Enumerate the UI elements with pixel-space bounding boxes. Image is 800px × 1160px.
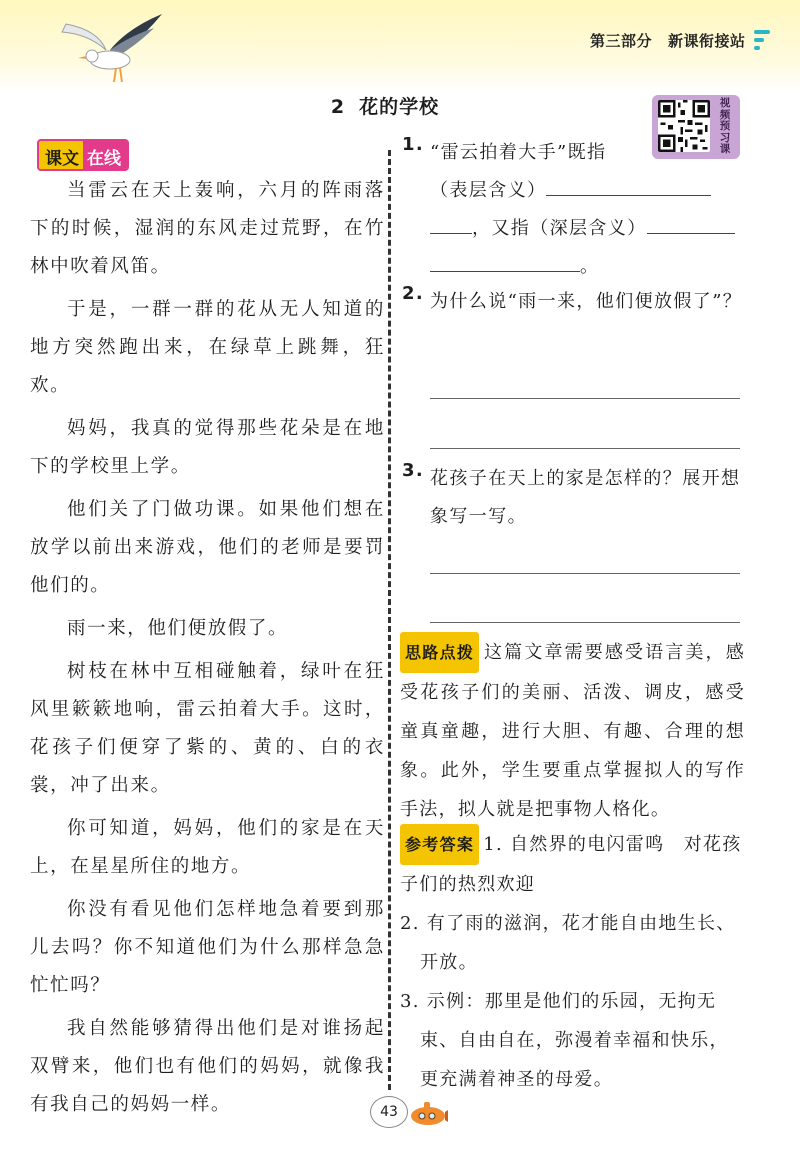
- section-name: 新课衔接站: [668, 32, 746, 50]
- answer-blank[interactable]: [546, 173, 711, 196]
- lesson-number: 2: [330, 96, 346, 118]
- passage-paragraph: 当雷云在天上轰响，六月的阵雨落下的时候，湿润的东风走过荒野，在竹林中吹着风笛。: [30, 180, 385, 277]
- column-divider: [388, 150, 391, 1090]
- question-number: 1.: [402, 134, 425, 155]
- page-number: 43: [370, 1096, 408, 1128]
- section-label: [590, 30, 746, 51]
- passage-paragraph: 树枝在林中互相碰触着，绿叶在狂风里簌簌地响，雷云拍着大手。这时，花孩子们便穿了紫的、黄的、白的衣裳，冲了出来。: [30, 661, 385, 796]
- passage-paragraph: 你可知道，妈妈，他们的家是在天上，在星星所住的地方。: [30, 818, 385, 877]
- tip-box: [400, 632, 745, 829]
- lesson-title-text: 花的学校: [359, 96, 440, 118]
- answer-line[interactable]: [430, 448, 740, 449]
- answer-blank[interactable]: [647, 211, 735, 234]
- question-text: ，又指（深层含义）: [472, 218, 647, 239]
- answer-blank[interactable]: [430, 249, 580, 272]
- passage-paragraph: 你没有看见他们怎样地急着要到那儿去吗？你不知道他们为什么那样急急忙忙吗？: [30, 899, 385, 996]
- question-text: 。: [580, 256, 600, 277]
- passage-paragraph: 他们关了门做功课。如果他们想在放学以前出来游戏，他们的老师是要罚他们的。: [30, 499, 385, 596]
- question-text: 为什么说“雨一来，他们便放假了”？: [430, 291, 743, 312]
- seagull-illustration: [58, 10, 168, 90]
- answer-line[interactable]: [430, 622, 740, 623]
- answer-blank[interactable]: [430, 211, 472, 234]
- tip-label: 思路点拨: [400, 632, 479, 673]
- header-stripes-icon: [754, 30, 770, 58]
- question-1: [402, 134, 747, 286]
- badge-left: 课文: [45, 149, 79, 169]
- question-3: [402, 460, 747, 536]
- passage-text: [30, 172, 385, 1129]
- answers-label: 参考答案: [400, 824, 479, 865]
- question-number: 2.: [402, 283, 425, 304]
- passage-paragraph: 我自然能够猜得出他们是对谁扬起双臂来，他们也有他们的妈妈，就像我有我自己的妈妈一样。: [30, 1018, 385, 1115]
- part-label: 第三部分: [590, 32, 653, 50]
- passage-paragraph: 妈妈，我真的觉得那些花朵是在地下的学校里上学。: [30, 418, 385, 477]
- answer-item: 2. 有了雨的滋润，花才能自由地生长、开放。: [400, 913, 736, 973]
- passage-paragraph: 雨一来，他们便放假了。: [67, 618, 289, 639]
- answer-line[interactable]: [430, 573, 740, 574]
- section-badge: [37, 139, 129, 171]
- tip-text: 这篇文章需要感受语言美，感受花孩子们的美丽、活泼、调皮，感受童真童趣，进行大胆、有趣、合理的想象。此外，学生要重点掌握拟人的写作手法，拟人就是把事物人格化。: [400, 642, 745, 820]
- question-text: 花孩子在天上的家是怎样的？展开想象写一写。: [430, 468, 741, 527]
- question-number: 3.: [402, 460, 425, 481]
- submarine-icon: [408, 1098, 448, 1128]
- answer-item: 1. 自然界的电闪雷鸣 对花孩子们的热烈欢迎: [400, 834, 742, 895]
- badge-right: 在线: [83, 141, 127, 169]
- question-text: “雷云拍着大手”既指: [430, 142, 607, 163]
- passage-paragraph: 于是，一群一群的花从无人知道的地方突然跑出来，在绿草上跳舞，狂欢。: [30, 299, 385, 396]
- answer-line[interactable]: [430, 398, 740, 399]
- answer-item: 3. 示例：那里是他们的乐园，无拘无束、自由自在，弥漫着幸福和快乐，更充满着神圣的母爱。: [400, 991, 729, 1090]
- question-2: [402, 283, 747, 321]
- qr-label: 视 频 预 习 课: [719, 97, 731, 155]
- question-text: （表层含义）: [430, 180, 547, 201]
- reference-answers: [400, 824, 745, 1099]
